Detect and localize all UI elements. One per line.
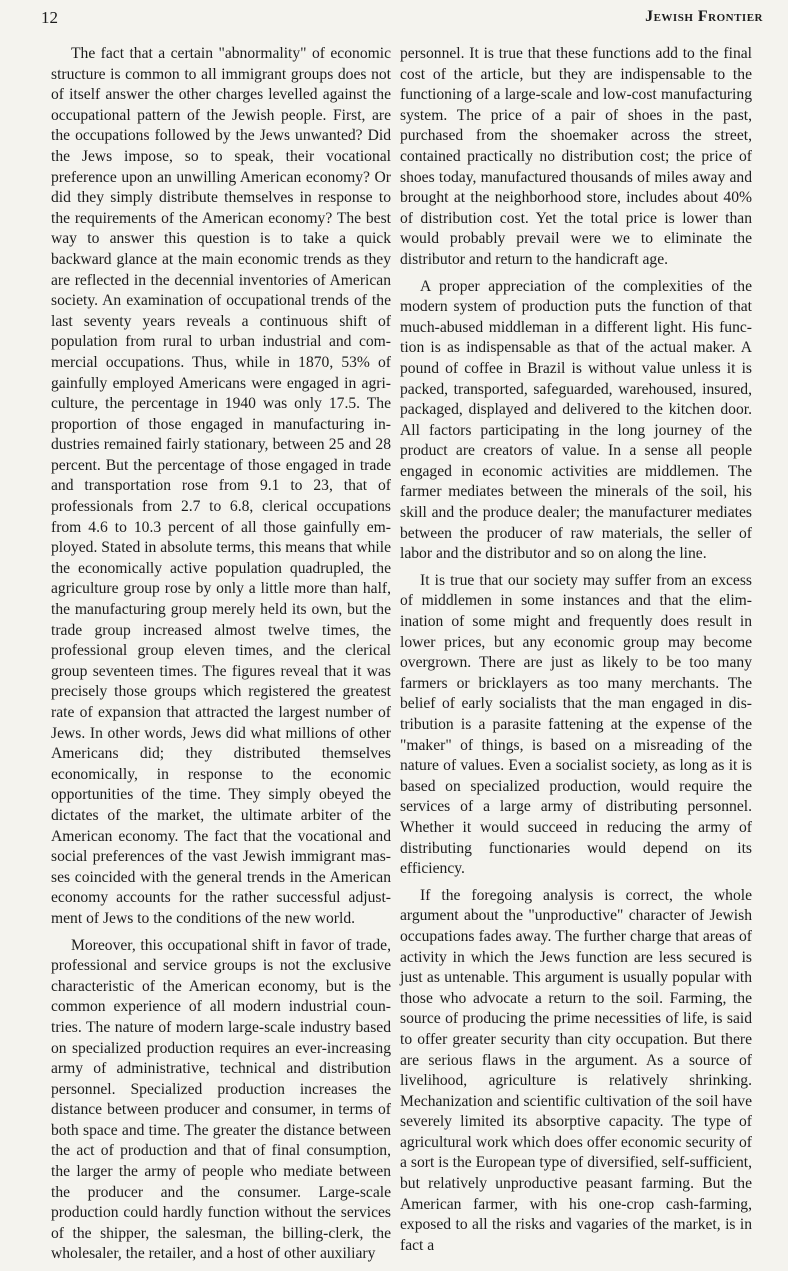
left-column xyxy=(51,44,391,1271)
paragraph: Moreover, this occupational shift in favor of trade, professional and service groups is not the exclusive characteristic of the American economy, but is the common experience of all modern industrial countries. The nature of modern large-scale industry based on specialized production requires an ever-increasing army of administrative, technical and distribution personnel. Specialized production increases the distance between producer and consumer, in terms of both space and time. The greater the distance between the act of production and that of final consumption, the larger the army of people who mediate between the producer and the consumer. Large-scale production could hardly function without the services of the shipper, the salesman, the billing-clerk, the wholesaler, the retailer, and a host of other auxiliary xyxy=(51,936,391,1263)
paragraph: The fact that a certain "abnormality" of economic structure is common to all immigrant groups does not of itself answer the other charges levelled against the occupational pattern of the Jewish people. First, are the occupations followed by the Jews unwanted? Did the Jews impose, so to speak, their vocational preference upon an unwilling American economy? Or did they simply distribute themselves in response to the requirements of the American economy? The best way to answer this question is to take a quick backward glance at the main economic trends as they are reflected in the decennial inventories of American society. An examination of occupational trends of the last seventy years reveals a continuous shift of population from rural to urban industrial and commercial occupations. Thus, while in 1870, 53% of gainfully employed Americans were engaged in agriculture, the percentage in 1940 was only 17.5. The proportion of those engaged in manufacturing industries remained fairly stationary, between 25 and 28 percent. But the percentage of those engaged in trade and transportation rose from 9.1 to 23, that of professionals from 2.7 to 6.8, clerical occupations from 4.6 to 10.3 percent of all those gainfully employed. Stated in absolute terms, this means that while the economically active population quadrupled, the agriculture group rose by only a little more than half, the manufacturing group merely held its own, but the trade group increased almost twelve times, the professional group eleven times, and the clerical group seventeen times. The figures reveal that it was precisely those groups which registered the greatest rate of expansion that attracted the largest number of Jews. In other words, Jews did what millions of other Americans did; they distributed themselves economically, in response to the economic opportunities of the time. They simply obeyed the dictates of the market, the ultimate arbiter of the American economy. The fact that the vocational and social preferences of the vast Jewish immigrant masses coincided with the general trends in the American economy accounts for the rather successful adjustment of Jews to the conditions of the new world. xyxy=(51,45,391,927)
running-head: Jewish Frontier xyxy=(645,8,763,25)
continued-paragraph: personnel. It is true that these functions add to the final cost of the article, but they are indispensable to the functioning of a large-scale and low-cost manufacturing system. The price of a pair of shoes in the past, purchased from the shoemaker across the street, contained practically no distribution cost; the price of shoes today, manufactured thousands of miles away and brought at the neighborhood store, includes about 40% of distribution cost. Yet the total price is lower than would probably prevail were we to eliminate the distributor and return to the handicraft age. xyxy=(400,45,752,268)
paragraph: A proper appreciation of the complexities of the modern system of production puts the function of that much-abused middleman in a different light. His function is as indispensable as that of the actual maker. A pound of coffee in Brazil is without value unless it is packed, transported, safeguarded, warehoused, insured, packaged, displayed and delivered to the kitchen door. All factors participating in the long journey of the product are creators of value. In a sense all people engaged in economic activities are middlemen. The farmer mediates between the minerals of the soil, his skill and the produce dealer; the manufacturer mediates between the producer of raw materials, the seller of labor and the distributor and so on along the line. xyxy=(400,277,752,563)
paragraph: It is true that our society may suffer from an excess of middlemen in some instances and that the elimination of some might and frequently does result in lower prices, but any economic group may become overgrown. There are just as likely to be too many farmers or bricklayers as too many merchants. The belief of early socialists that the man engaged in distribution is a parasite fattening at the expense of the "maker" of things, is based on a misreading of the nature of values. Even a socialist society, as long as it is based on specialized production, would require the services of a large army of distributing personnel. Whether it would succeed in reducing the army of distributing functionaries would depend on its efficiency. xyxy=(400,571,752,878)
paragraph: If the foregoing analysis is correct, the whole argument about the "unproductive" character of Jewish occupations fades away. The further charge that areas of activity in which the Jews function are less secured is just as untenable. This argument is usually popular with those who advocate a return to the soil. Farming, the source of producing the prime necessities of life, is said to offer greater security than city occupation. But there are serious flaws in the argument. As a source of livelihood, agriculture is relatively shrinking. Mechanization and scientific cultivation of the soil have severely limited its absorptive capacity. The type of agricultural work which does offer economic security of a sort is the European type of diversified, self-sufficient, but relatively unproductive peasant farming. But the American farmer, with his one-crop cash-farming, exposed to all the risks and vagaries of the market, is in fact a xyxy=(400,886,752,1254)
page-number: 12 xyxy=(41,8,58,27)
right-column xyxy=(400,44,752,1262)
